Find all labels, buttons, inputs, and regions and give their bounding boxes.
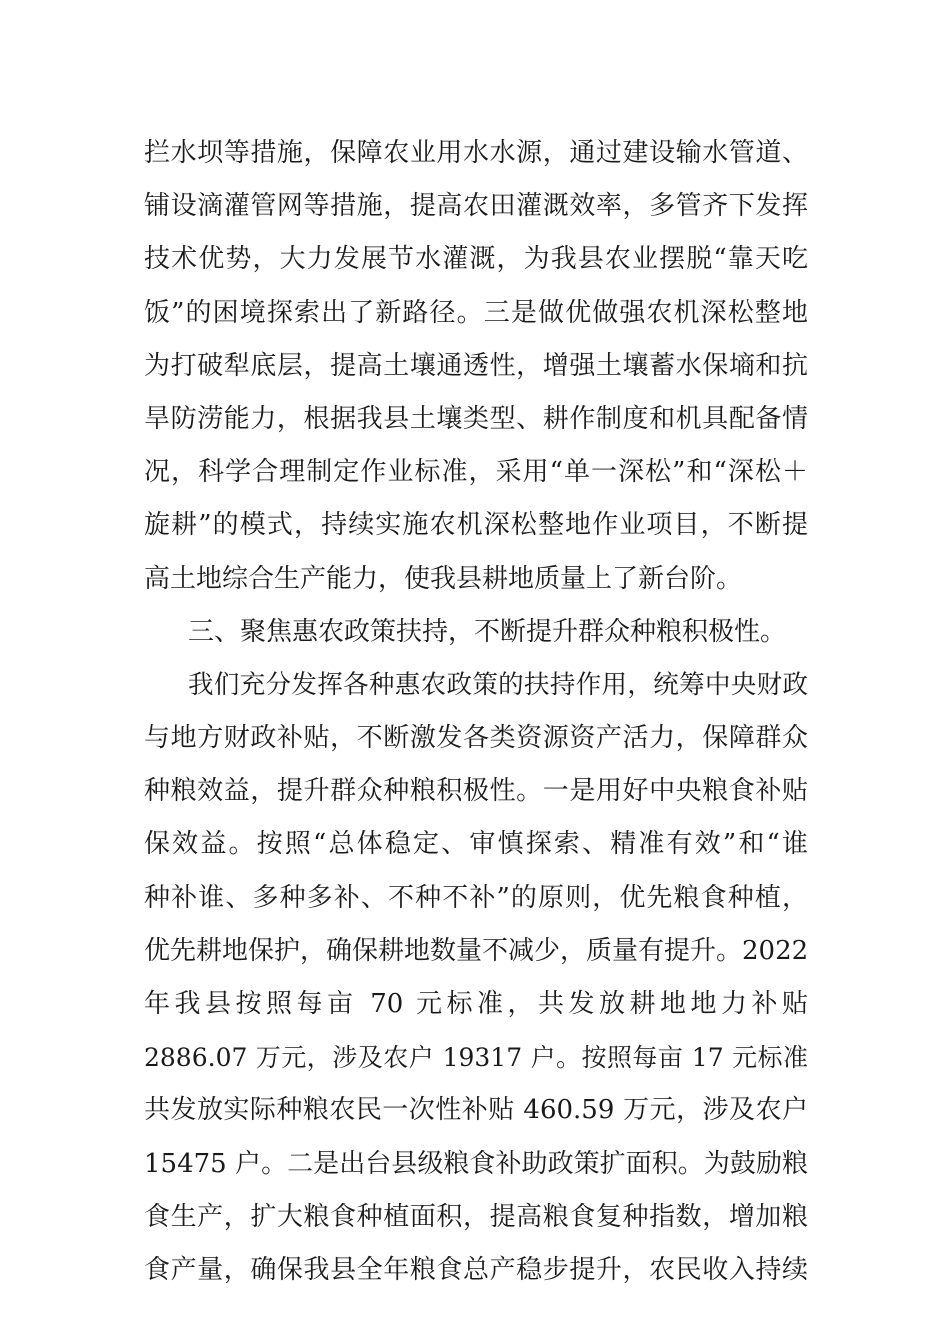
text-line: 保效益。按照“总体稳定、审慎探索、精准有效”和“谁 bbox=[144, 829, 808, 860]
text-line: 食产量，确保我县全年粮食总产稳步提升，农民收入持续 bbox=[144, 1254, 808, 1285]
text-line: 2886.07 万元，涉及农户 19317 户。按照每亩 17 元标准 bbox=[144, 1043, 808, 1073]
text-line: 15475 户。二是出台县级粮食补助政策扩面积。为鼓励粮 bbox=[144, 1148, 808, 1179]
text-line: 年我县按照每亩 70 元标准，共发放耕地地力补贴 bbox=[144, 989, 808, 1019]
text-line: 旱防涝能力，根据我县土壤类型、耕作制度和机具配备情 bbox=[144, 403, 808, 434]
text-line: 种补谁、多种多补、不种不补”的原则，优先粮食种植， bbox=[144, 882, 808, 913]
text-line: 优先耕地保护，确保耕地数量不减少，质量有提升。2022 bbox=[144, 935, 809, 966]
text-line: 旋耕”的模式，持续实施农机深松整地作业项目，不断提 bbox=[144, 510, 808, 541]
text-line: 铺设滴灌管网等措施，提高农田灌溉效率，多管齐下发挥 bbox=[144, 191, 808, 222]
text-line: 技术优势，大力发展节水灌溉，为我县农业摆脱“靠天吃 bbox=[144, 244, 808, 275]
text-line: 我们充分发挥各种惠农政策的扶持作用，统筹中央财政 bbox=[188, 669, 808, 700]
text-line: 与地方财政补贴，不断激发各类资源资产活力，保障群众 bbox=[144, 723, 808, 754]
text-line: 况，科学合理制定作业标准，采用“单一深松”和“深松＋ bbox=[144, 457, 808, 488]
text-line: 拦水坝等措施，保障农业用水水源，通过建设输水管道、 bbox=[144, 138, 808, 168]
text-line: 食生产，扩大粮食种植面积，提高粮食复种指数，增加粮 bbox=[144, 1201, 808, 1232]
text-line: 共发放实际种粮农民一次性补贴 460.59 万元，涉及农户 bbox=[144, 1095, 808, 1126]
text-line: 为打破犁底层，提高土壤通透性，增强土壤蓄水保墒和抗 bbox=[144, 350, 808, 381]
text-line: 饭”的困境探索出了新路径。三是做优做强农机深松整地 bbox=[144, 297, 808, 328]
body-text bbox=[144, 127, 808, 1297]
text-line: 种粮效益，提升群众种粮积极性。一是用好中央粮食补贴 bbox=[144, 776, 808, 807]
section-heading: 三、聚焦惠农政策扶持，不断提升群众种粮积极性。 bbox=[188, 616, 787, 647]
text-line: 高土地综合生产能力，使我县耕地质量上了新台阶。 bbox=[144, 563, 743, 594]
